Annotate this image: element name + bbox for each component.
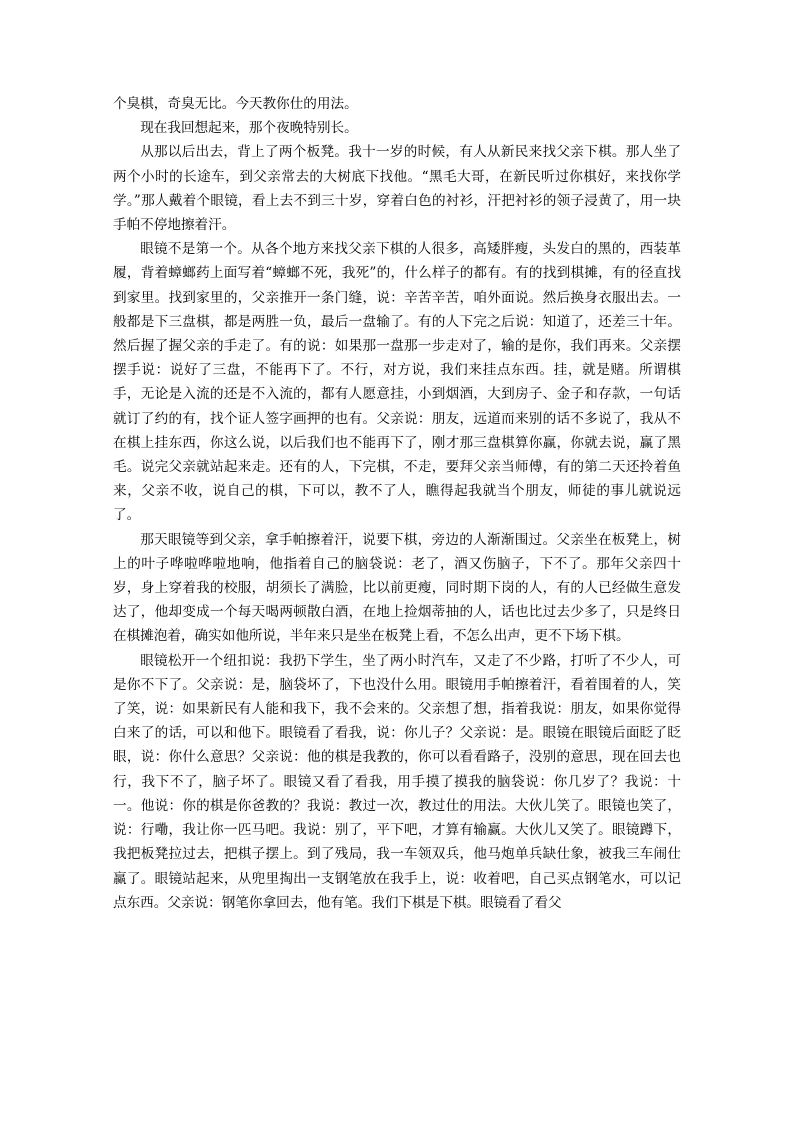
paragraph-4: 眼镜不是第一个。从各个地方来找父亲下棋的人很多，高矮胖瘦，头发白的黑的，西装革履，背着蟑螂药上面写着“蟑螂不死，我死”的，什么样子的都有。有的找到棋摊，有的径直找到家里。找到家里的，父亲推开一条门缝，说：辛苦辛苦，咱外面说。然后换身衣服出去。一般都是下三盘棋，都是两胜一负，最后一盘输了。有的人下完之后说：知道了，还差三十年。然后握了握父亲的手走了。有的说：如果那一盘那一步走对了，输的是你，我们再来。父亲摆摆手说：说好了三盘，不能再下了。不行，对方说，我们来挂点东西。挂，就是赌。所谓棋手，无论是入流的还是不入流的，都有人愿意挂，小到烟酒，大到房子、金子和存款，一句话就订了约的有，找个证人签字画押的也有。父亲说：朋友，远道而来别的话不多说了，我从不在棋上挂东西，你这么说，以后我们也不能再下了，刚才那三盘棋算你赢，你就去说，赢了黑毛。说完父亲就站起来走。还有的人，下完棋，不走，要拜父亲当师傅，有的第二天还拎着鱼来，父亲不收，说自己的棋，下可以，教不了人，瞧得起我就当个朋友，师徒的事儿就说远了。	[113, 241, 681, 524]
paragraph-2: 现在我回想起来，那个夜晚特别长。	[140, 120, 358, 137]
paragraph-5: 那天眼镜等到父亲，拿手帕擦着汗，说要下棋，旁边的人渐渐围过。父亲坐在板凳上，树上的叶子哗啦哗啦地响，他指着自己的脑袋说：老了，酒又伤脑子，下不了。那年父亲四十岁，身上穿着我的校服，胡须长了满脸，比以前更瘦，同时期下岗的人，有的人已经做生意发达了，他却变成一个每天喝两顿散白酒，在地上捡烟蒂抽的人，话也比过去少多了，只是终日在棋摊泡着，确实如他所说，半年来只是坐在板凳上看，不怎么出声，更不下场下棋。	[113, 531, 681, 645]
paragraph-6: 眼镜松开一个纽扣说：我扔下学生，坐了两小时汽车，又走了不少路，打听了不少人，可是你不下了。父亲说：是，脑袋坏了，下也没什么用。眼镜用手帕擦着汗，看着围着的人，笑了笑，说：如果新民有人能和我下，我不会来的。父亲想了想，指着我说：朋友，如果你觉得白来了的话，可以和他下。眼镜看了看我，说：你儿子？父亲说：是。眼镜在眼镜后面眨了眨眼，说：你什么意思？父亲说：他的棋是我教的，你可以看看路子，没别的意思，现在回去也行，我下不了，脑子坏了。眼镜又看了看我，用手摸了摸我的脑袋说：你几岁了？我说：十一。他说：你的棋是你爸教的？我说：教过一次，教过仕的用法。大伙儿笑了。眼镜也笑了，说：行嘞，我让你一匹马吧。我说：别了，平下吧，才算有输赢。大伙儿又笑了。眼镜蹲下，我把板凳拉过去，把棋子摆上。到了残局，我一车领双兵，他马炮单兵缺仕象，被我三车闹仕赢了。眼镜站起来，从兜里掏出一支钢笔放在我手上，说：收着吧，自己买点钢笔水，可以记点东西。父亲说：钢笔你拿回去，他有笔。我们下棋是下棋。眼镜看了看父	[113, 652, 681, 911]
paragraph-1: 个臭棋，奇臭无比。今天教你仕的用法。	[113, 96, 358, 112]
paragraph-3: 从那以后出去，背上了两个板凳。我十一岁的时候，有人从新民来找父亲下棋。那人坐了两个小时的长途车，到父亲常去的大树底下找他。“黑毛大哥，在新民听过你棋好，来找你学学。”那人戴着个眼镜，看上去不到三十岁，穿着白色的衬衫，汗把衬衫的领子浸黄了，用一块手帕不停地擦着汗。	[113, 144, 681, 234]
document-page	[113, 92, 681, 915]
